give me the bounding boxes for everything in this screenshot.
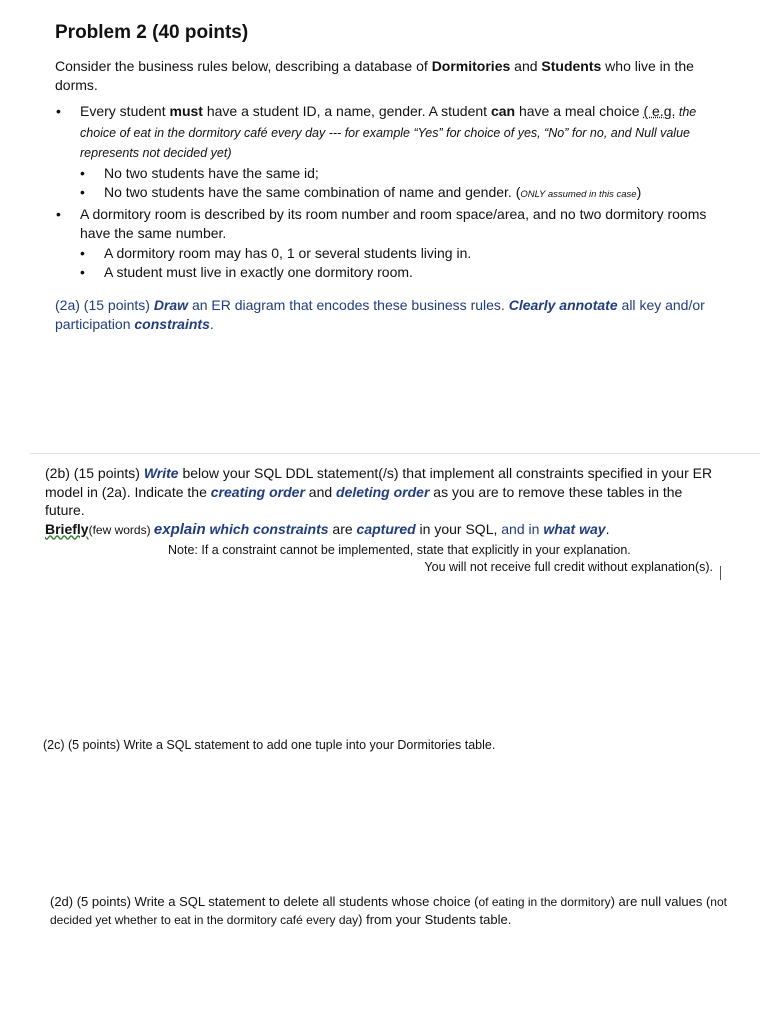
business-rules-list [56, 102, 710, 283]
note-line-2: You will not receive full credit without explanation(s). [424, 560, 713, 574]
section-divider [30, 453, 760, 454]
bullet: • [56, 205, 61, 222]
part-2a: (2a) (15 points) Draw an ER diagram that encodes these business rules. Clearly annotate all key and/or participation constraints. [55, 297, 705, 332]
rule-3: • No two students have the same combination of name and gender. (ONLY assumed in this case) [80, 183, 710, 205]
part-2b: (2b) (15 points) Write below your SQL DDL statement(/s) that implement all constraints specified in your ER model in (2a). Indicate the creating order and deleting order as you are to remove these tables in the future. Briefly(few words) explain which constraints are captured in your SQL, and in what way. [45, 465, 713, 538]
rule-4: • A dormitory room is described by its room number and room space/area, and no two dormitory rooms have the same number. [56, 205, 707, 241]
rule-6: • A student must live in exactly one dormitory room. [80, 263, 710, 283]
bullet: • [80, 164, 85, 181]
bullet: • [56, 103, 61, 119]
entity-students: Students [541, 58, 602, 74]
explanation-note [45, 542, 715, 576]
part-2d: (2d) (5 points) Write a SQL statement to delete all students whose choice (of eating in the dormitory) are null values (not decided yet whether to eat in the dormitory café every day) from your Students table. [50, 894, 727, 927]
intro-paragraph: Consider the business rules below, describing a database of Dormitories and Students who live in the dorms. [55, 58, 694, 93]
rule-2: • No two students have the same id; [80, 164, 710, 184]
text-cursor [720, 566, 721, 580]
part-2c: (2c) (5 points) Write a SQL statement to add one tuple into your Dormitories table. [43, 738, 496, 752]
entity-dormitories: Dormitories [431, 58, 511, 74]
bullet: • [80, 184, 85, 200]
bullet: • [80, 264, 85, 280]
rule-1: • Every student must have a student ID, a name, gender. A student can have a meal choice ( e.g. the choice of eat in the dormitory café every day --- for example “Yes” for choice of yes, “No” for no, and Null value represents not decided yet) [56, 103, 697, 160]
note-line-1: Note: If a constraint cannot be implemented, state that explicitly in your explanation. [168, 543, 631, 557]
rule-5: • A dormitory room may has 0, 1 or several students living in. [80, 244, 710, 264]
bullet: • [80, 244, 85, 261]
problem-title: Problem 2 (40 points) [55, 22, 249, 43]
briefly-label: Briefly [45, 520, 89, 537]
